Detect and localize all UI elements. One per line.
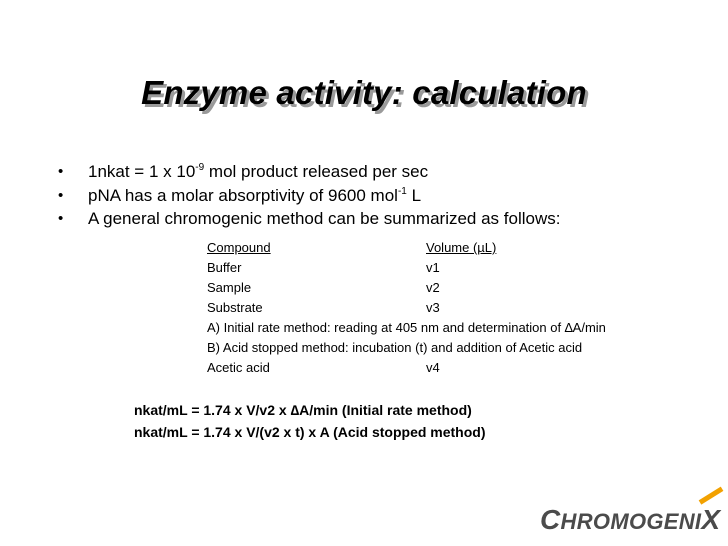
volume-header: Volume (µL) (426, 240, 497, 255)
logo-accent-mark (699, 487, 724, 505)
logo-letter-first: C (540, 504, 561, 535)
compound-cell: Buffer (207, 260, 242, 275)
volume-cell: v3 (426, 300, 440, 315)
slide-title: Enzyme activity: calculation (141, 74, 587, 111)
volume-cell: v2 (426, 280, 440, 295)
bullet-marker: • (58, 163, 64, 180)
compound-cell: Sample (207, 280, 252, 295)
compound-header: Compound (207, 240, 271, 255)
volume-cell: v4 (426, 360, 440, 375)
method-a-text: A) Initial rate method: reading at 405 nm and determination of ∆A/min (207, 320, 606, 335)
compound-cell: Acetic acid (207, 360, 270, 375)
logo-letter-last: X (701, 504, 721, 535)
bullet-marker: • (58, 186, 64, 204)
volume-cell: v1 (426, 260, 440, 275)
bullet-marker: • (58, 210, 64, 227)
bullet-text: pNA has a molar absorptivity of 9600 mol$^{-1}$ L (88, 185, 422, 205)
bullet-text: A general chromogenic method can be summarized as follows: (88, 209, 561, 228)
formula-initial-rate: nkat/mL = 1.74 x V/v2 x ∆A/min (Initial rate method) (134, 402, 472, 418)
logo-letters-middle: HROMOGENI (560, 509, 702, 534)
compound-cell: Substrate (207, 300, 263, 315)
chromogenix-logo (540, 504, 720, 538)
formula-acid-stopped: nkat/mL = 1.74 x V/(v2 x t) x A (Acid stopped method) (134, 424, 486, 440)
formula-block (134, 400, 486, 444)
bullet-text: 1nkat = 1 x $10^{-9}$ mol product released per sec (88, 162, 429, 181)
method-b-text: B) Acid stopped method: incubation (t) and addition of Acetic acid (207, 340, 583, 355)
